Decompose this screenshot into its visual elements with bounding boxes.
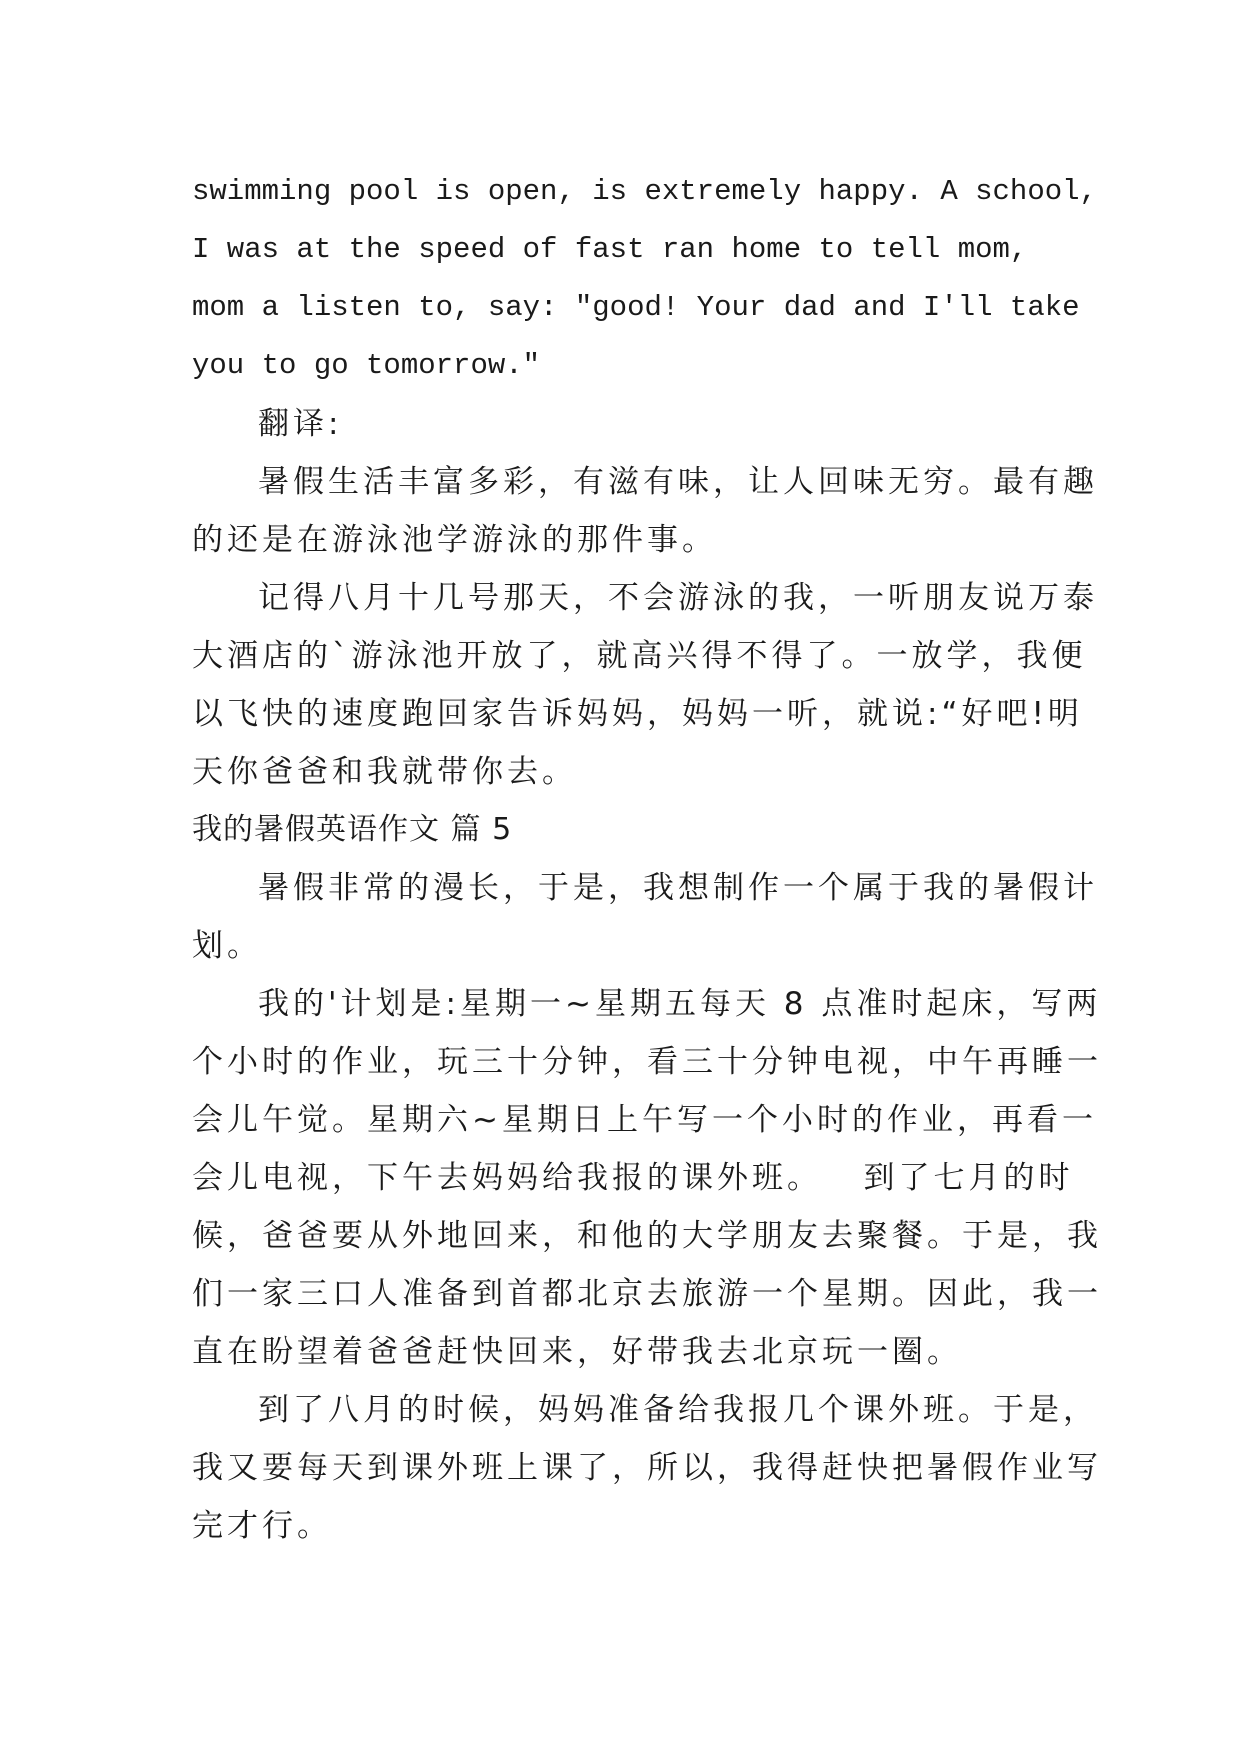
text-line: 我的'计划是:星期一~星期五每天 8 点准时起床，写两 — [258, 986, 1102, 1022]
section-heading: 我的暑假英语作文 篇 5 — [192, 812, 513, 847]
text-line: 完才行。 — [192, 1508, 332, 1544]
text-line: 记得八月十几号那天，不会游泳的我，一听朋友说万泰 — [258, 580, 1098, 616]
text-line: 暑假生活丰富多彩，有滋有味，让人回味无穷。最有趣 — [258, 464, 1098, 500]
text-line: swimming pool is open, is extremely happy. A school, — [192, 175, 1097, 208]
text-line: 我又要每天到课外班上课了，所以，我得赶快把暑假作业写 — [192, 1450, 1102, 1486]
text-line: 候，爸爸要从外地回来，和他的大学朋友去聚餐。于是，我 — [192, 1218, 1102, 1254]
document-body — [192, 163, 1102, 1555]
text-line: you to go tomorrow." — [192, 349, 541, 382]
text-line: 会儿午觉。星期六~星期日上午写一个小时的作业，再看一 — [192, 1102, 1097, 1138]
text-line: 的还是在游泳池学游泳的那件事。 — [192, 522, 717, 558]
text-line: 以飞快的速度跑回家告诉妈妈，妈妈一听，就说:“好吧!明 — [192, 696, 1083, 732]
text-line: 直在盼望着爸爸赶快回来，好带我去北京玩一圈。 — [192, 1334, 962, 1370]
text-line: 暑假非常的漫长，于是，我想制作一个属于我的暑假计 — [258, 870, 1098, 906]
text-line: 大酒店的`游泳池开放了，就高兴得不得了。一放学，我便 — [192, 638, 1087, 674]
text-line: 会儿电视，下午去妈妈给我报的课外班。 到了七月的时 — [192, 1160, 1074, 1196]
text-line: mom a listen to, say: "good! Your dad and I'll take — [192, 291, 1080, 324]
text-line: I was at the speed of fast ran home to tell mom, — [192, 233, 1028, 266]
text-line: 到了八月的时候，妈妈准备给我报几个课外班。于是， — [258, 1392, 1098, 1428]
text-line: 天你爸爸和我就带你去。 — [192, 754, 577, 790]
text-line: 个小时的作业，玩三十分钟，看三十分钟电视，中午再睡一 — [192, 1044, 1102, 1080]
translation-label: 翻译: — [258, 406, 343, 442]
text-line: 们一家三口人准备到首都北京去旅游一个星期。因此，我一 — [192, 1276, 1102, 1312]
text-line: 划。 — [192, 928, 262, 964]
